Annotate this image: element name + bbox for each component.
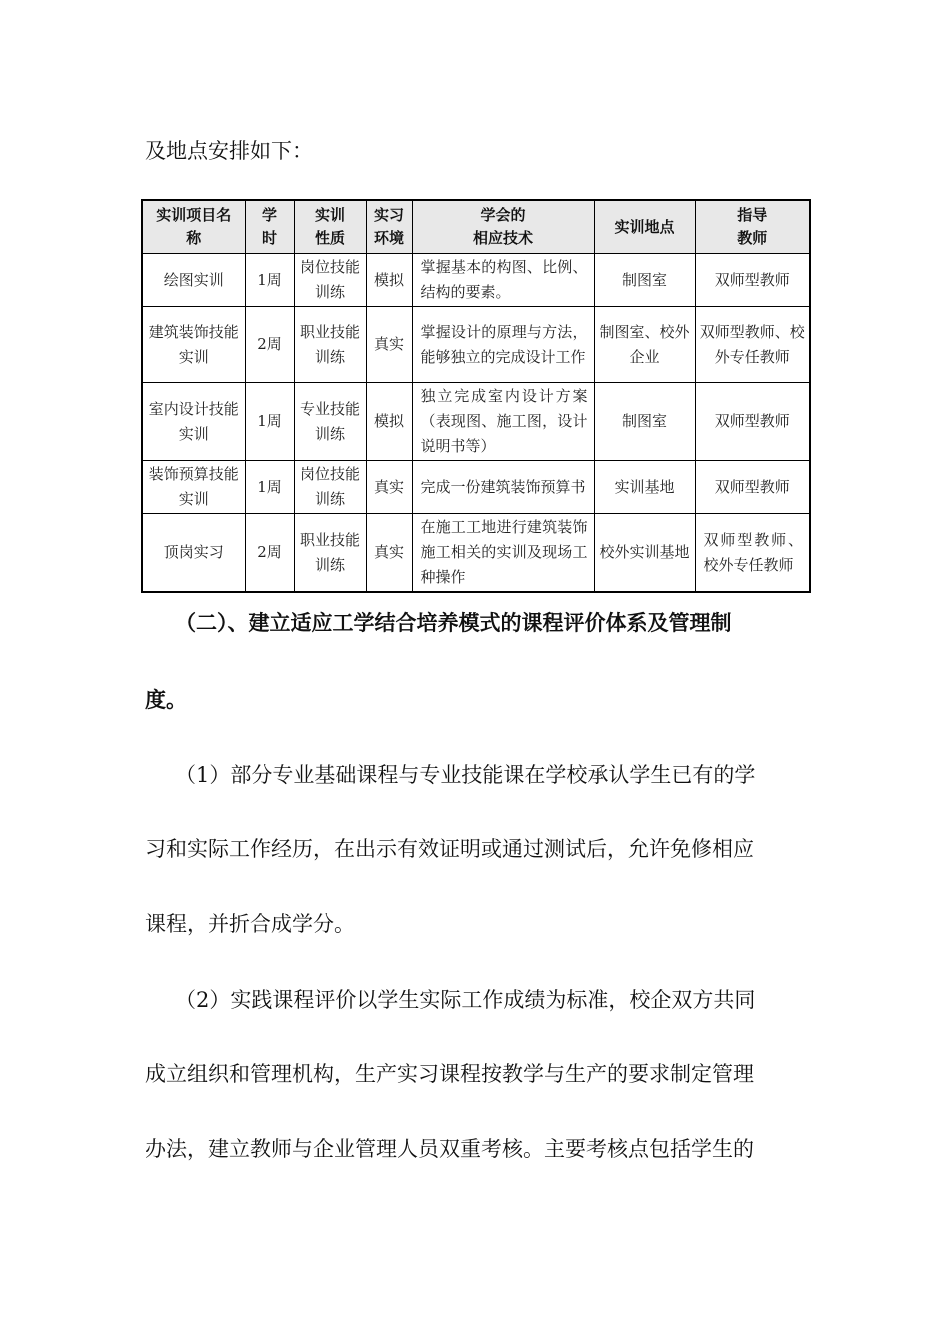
paragraph-2-line1: （2）实践课程评价以学生实际工作成绩为标准，校企双方共同 [175, 988, 756, 1012]
cell-place: 制图室 [594, 383, 695, 461]
paragraph-1-line2: 习和实际工作经历，在出示有效证明或通过测试后，允许免修相应 [145, 837, 754, 861]
header-cell: 实训地点 [594, 200, 695, 254]
header-cell: 学 时 [245, 200, 294, 254]
section-heading-line2: 度。 [145, 688, 187, 712]
header-cell: 学会的 相应技术 [412, 200, 594, 254]
cell-name: 绘图实训 [142, 254, 245, 307]
header-cell: 实训 性质 [294, 200, 366, 254]
cell-teacher: 双师型教师 [695, 383, 810, 461]
table-header-row [142, 200, 810, 254]
section-heading-line1: （二）、建立适应工学结合培养模式的课程评价体系及管理制 [175, 611, 732, 635]
paragraph-2-line3: 办法，建立教师与企业管理人员双重考核。主要考核点包括学生的 [145, 1137, 754, 1161]
table-row [142, 383, 810, 461]
cell-env: 模拟 [366, 254, 412, 307]
cell-env: 真实 [366, 514, 412, 593]
cell-env: 真实 [366, 461, 412, 514]
cell-place: 校外实训基地 [594, 514, 695, 593]
cell-name: 装饰预算技能实训 [142, 461, 245, 514]
cell-nature: 职业技能训练 [294, 514, 366, 593]
cell-skill: 在施工工地进行建筑装饰施工相关的实训及现场工种操作 [412, 514, 594, 593]
cell-nature: 职业技能训练 [294, 307, 366, 383]
cell-name: 建筑装饰技能实训 [142, 307, 245, 383]
training-table [141, 199, 811, 593]
cell-place: 制图室、校外企业 [594, 307, 695, 383]
cell-hours: 2周 [245, 514, 294, 593]
paragraph-1-line3: 课程，并折合成学分。 [145, 912, 355, 936]
cell-hours: 1周 [245, 383, 294, 461]
cell-teacher: 双师型教师、校外专任教师 [695, 514, 810, 593]
table-row [142, 307, 810, 383]
cell-name: 室内设计技能实训 [142, 383, 245, 461]
cell-teacher: 双师型教师 [695, 254, 810, 307]
paragraph-1-line1: （1）部分专业基础课程与专业技能课在学校承认学生已有的学 [175, 763, 756, 787]
cell-skill: 独立完成室内设计方案（表现图、施工图，设计说明书等） [412, 383, 594, 461]
header-cell: 指导 教师 [695, 200, 810, 254]
cell-env: 真实 [366, 307, 412, 383]
table-row [142, 254, 810, 307]
cell-teacher: 双师型教师 [695, 461, 810, 514]
cell-teacher: 双师型教师、校外专任教师 [695, 307, 810, 383]
cell-nature: 专业技能训练 [294, 383, 366, 461]
header-cell: 实习 环境 [366, 200, 412, 254]
cell-hours: 2周 [245, 307, 294, 383]
cell-place: 实训基地 [594, 461, 695, 514]
intro-text: 及地点安排如下： [145, 139, 313, 163]
paragraph-2-line2: 成立组织和管理机构，生产实习课程按教学与生产的要求制定管理 [145, 1062, 754, 1086]
cell-env: 模拟 [366, 383, 412, 461]
cell-hours: 1周 [245, 254, 294, 307]
cell-skill: 掌握设计的原理与方法，能够独立的完成设计工作 [412, 307, 594, 383]
cell-nature: 岗位技能训练 [294, 254, 366, 307]
header-cell: 实训项目名 称 [142, 200, 245, 254]
table-row [142, 514, 810, 593]
cell-name: 顶岗实习 [142, 514, 245, 593]
table-row [142, 461, 810, 514]
cell-nature: 岗位技能训练 [294, 461, 366, 514]
cell-place: 制图室 [594, 254, 695, 307]
cell-skill: 掌握基本的构图、比例、结构的要素。 [412, 254, 594, 307]
cell-skill: 完成一份建筑装饰预算书 [412, 461, 594, 514]
cell-hours: 1周 [245, 461, 294, 514]
